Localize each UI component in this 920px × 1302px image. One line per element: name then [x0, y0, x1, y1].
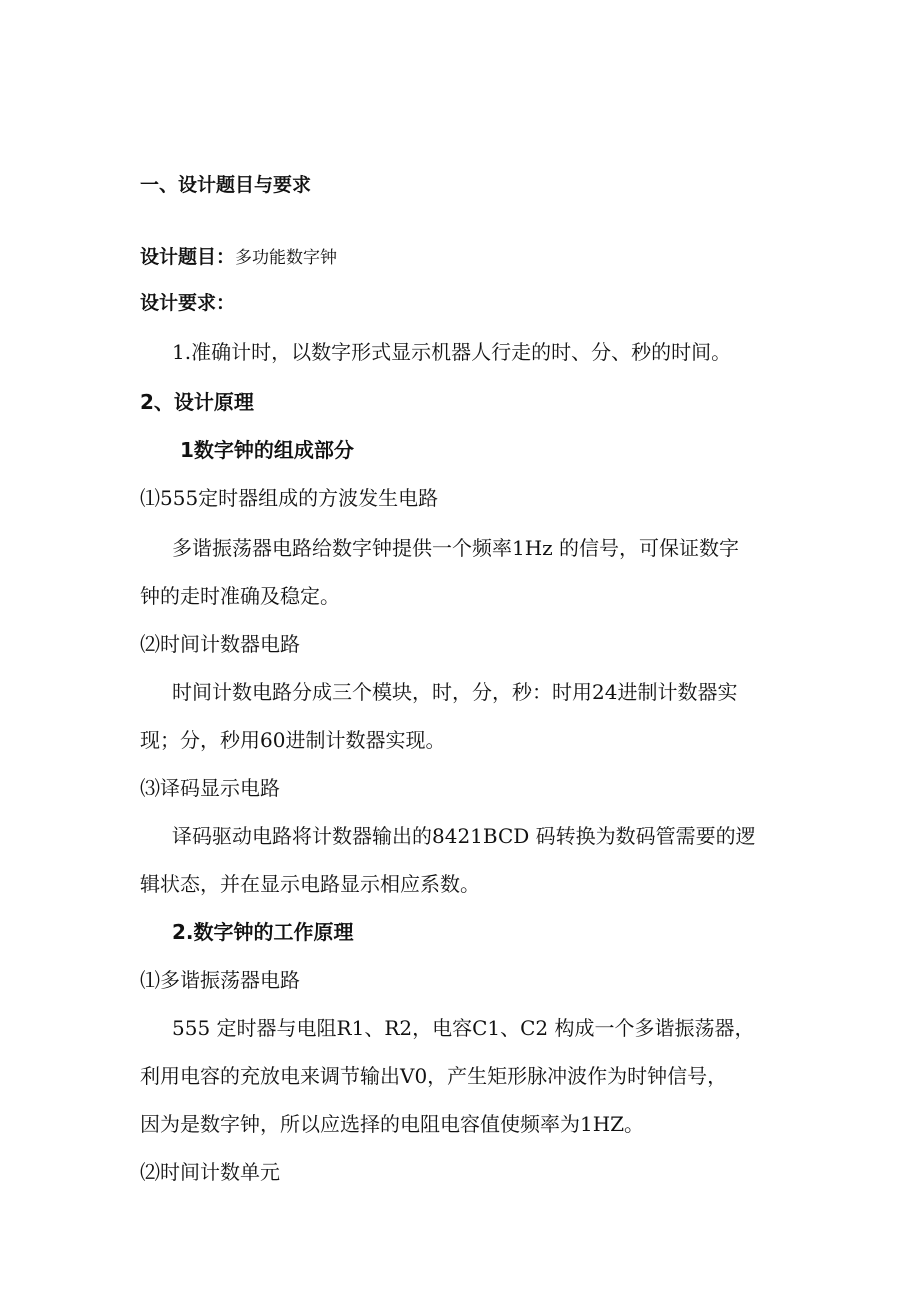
item-time-counter-title: ⑵时间计数器电路: [140, 632, 300, 656]
section-2-heading: 2、设计原理: [140, 390, 254, 414]
subsection-2-2-heading: 2.数字钟的工作原理: [172, 920, 354, 944]
design-topic-label: 设计题目：: [140, 246, 236, 268]
paragraph-line: 辑状态，并在显示电路显示相应系数。: [140, 872, 480, 896]
item-time-counting-unit-title: ⑵时间计数单元: [140, 1160, 280, 1184]
paragraph-line: 利用电容的充放电来调节输出V0，产生矩形脉冲波作为时钟信号，: [140, 1064, 728, 1088]
design-requirements-label: 设计要求：: [140, 292, 236, 314]
item-decode-display-title: ⑶译码显示电路: [140, 776, 280, 800]
subsection-2-1-heading: 1数字钟的组成部分: [180, 438, 354, 462]
section-1-heading: 一、设计题目与要求: [140, 174, 312, 196]
paragraph-line: 译码驱动电路将计数器输出的8421BCD 码转换为数码管需要的逻: [172, 824, 756, 848]
paragraph-line: 因为是数字钟，所以应选择的电阻电容值使频率为1HZ。: [140, 1112, 645, 1136]
paragraph-line: 555 定时器与电阻R1、R2，电容C1、C2 构成一个多谐振荡器，: [172, 1016, 755, 1040]
item-555-oscillator-title: ⑴555定时器组成的方波发生电路: [140, 486, 439, 510]
requirement-1: 1.准确计时，以数字形式显示机器人行走的时、分、秒的时间。: [172, 340, 732, 364]
design-topic-row: [140, 248, 337, 267]
paragraph-line: 现；分，秒用60进制计数器实现。: [140, 728, 446, 752]
paragraph-line: 多谐振荡器电路给数字钟提供一个频率1Hz 的信号，可保证数字: [172, 536, 740, 560]
design-topic-value: 多功能数字钟: [235, 248, 338, 268]
paragraph-line: 时间计数电路分成三个模块，时，分，秒：时用24进制计数器实: [172, 680, 738, 704]
item-multivibrator-title: ⑴多谐振荡器电路: [140, 968, 300, 992]
paragraph-line: 钟的走时准确及稳定。: [140, 584, 340, 608]
